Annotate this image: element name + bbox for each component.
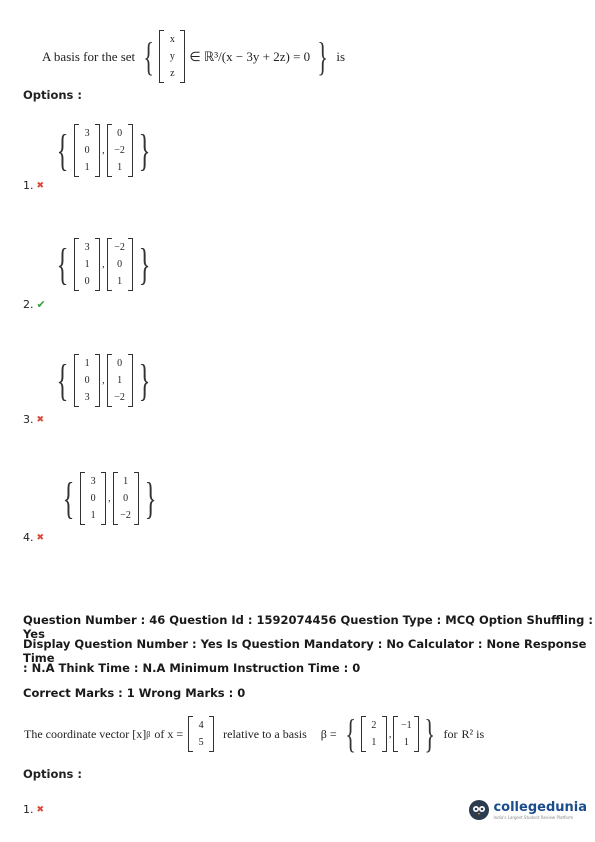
meta-line-4: Correct Marks : 1 Wrong Marks : 0: [23, 686, 246, 700]
meta-line-3: : N.A Think Time : N.A Minimum Instruction Time : 0: [23, 661, 361, 675]
x-vector: 4 5: [188, 716, 214, 752]
q1-suffix: is: [336, 48, 346, 64]
set-condition: ∈ ℝ³/(x − 3y + 2z) = 0: [189, 48, 311, 64]
cross-icon: ✖: [36, 180, 45, 191]
basis-set: { 2 1 , −1 1 }: [344, 711, 436, 756]
option-2-vector-b: −2 0 1: [107, 238, 133, 291]
cross-icon: ✖: [36, 414, 45, 425]
option-1-vector-a: 3 0 1: [74, 124, 100, 177]
owl-icon: [469, 800, 489, 820]
set-expression: [139, 30, 332, 83]
option-1-number: 1. ✖: [23, 179, 45, 192]
logo-name: collegedunia: [493, 800, 587, 815]
meta-line-2: Display Question Number : Yes Is Question Mandatory : No Calculator : None Response Time: [23, 637, 587, 665]
question-2-statement: The coordinate vector [x] β of x = 4 5 relative to a basis β = { 2 1 , −1 1 } for R² is: [24, 711, 485, 756]
left-brace: {: [143, 33, 155, 79]
xyz-vector: [159, 30, 185, 83]
options-label: Options :: [23, 88, 82, 102]
option-3-number: 3. ✖: [23, 413, 45, 426]
check-icon: ✔: [36, 298, 46, 311]
q2-option-1-number: 1. ✖: [23, 803, 45, 816]
vec-y: y: [169, 51, 175, 62]
vec-z: z: [170, 68, 175, 79]
option-1-vector-b: 0 −2 1: [107, 124, 133, 177]
logo-tagline: India's Largest Student Review Platform: [493, 815, 574, 820]
option-4-vectors: { 3 0 1 , 1 0 −2 }: [58, 472, 161, 525]
q1-prefix: A basis for the set: [42, 48, 136, 64]
option-4-vector-a: 3 0 1: [80, 472, 106, 525]
options-label-2: Options :: [23, 767, 82, 781]
option-4-number: 4. ✖: [23, 531, 45, 544]
option-3-vector-b: 0 1 −2: [107, 354, 133, 407]
option-2-vectors: { 3 1 0 , −2 0 1 }: [52, 238, 155, 291]
vec-x: x: [169, 34, 175, 45]
cross-icon: ✖: [36, 804, 45, 815]
right-brace: }: [317, 33, 329, 79]
collegedunia-logo: [469, 800, 587, 820]
option-4-vector-b: 1 0 −2: [113, 472, 139, 525]
option-3-vector-a: 1 0 3: [74, 354, 100, 407]
option-2-vector-a: 3 1 0: [74, 238, 100, 291]
option-2-number: 2. ✔: [23, 298, 46, 311]
option-3-vectors: { 1 0 3 , 0 1 −2 }: [52, 354, 155, 407]
meta-line-1: Question Number : 46 Question Id : 1592074456 Question Type : MCQ Option Shuffling : Yes: [23, 613, 593, 641]
question-1-statement: [42, 30, 345, 83]
option-1-vectors: { 3 0 1 , 0 −2 1 }: [52, 124, 155, 177]
cross-icon: ✖: [36, 532, 45, 543]
